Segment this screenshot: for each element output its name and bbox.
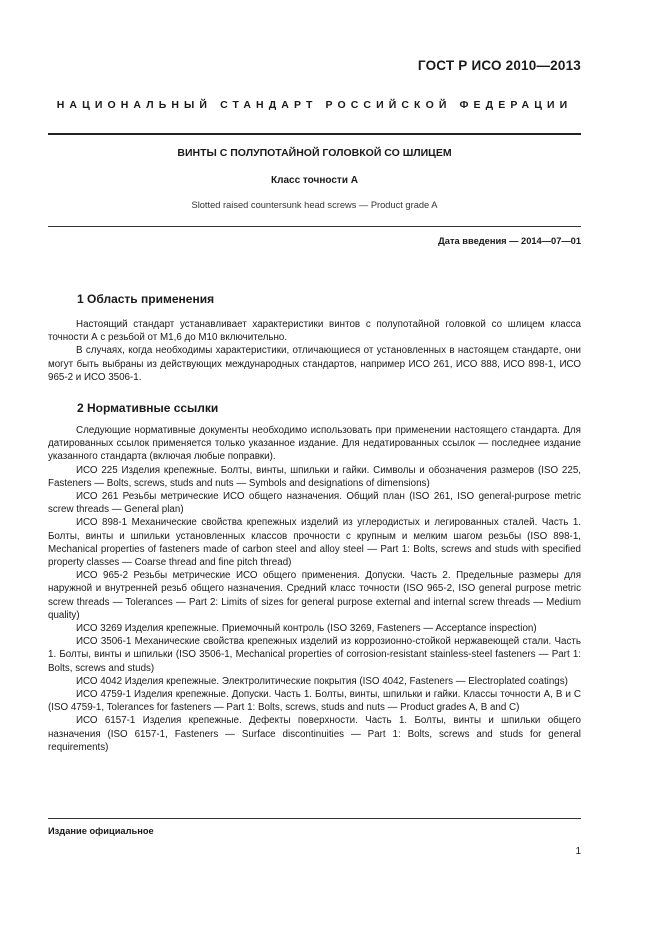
standard-code: ГОСТ Р ИСО 2010—2013	[417, 58, 581, 73]
header-rule	[48, 133, 581, 135]
section-body-scope	[48, 318, 581, 384]
reference-item: ИСО 3269 Изделия крепежные. Приемочный контроль (ISO 3269, Fasteners — Acceptance inspection)	[76, 623, 537, 635]
national-standard-banner: НАЦИОНАЛЬНЫЙ СТАНДАРТ РОССИЙСКОЙ ФЕДЕРАЦИИ	[56, 99, 573, 111]
page-number: 1	[575, 846, 581, 857]
section-heading-scope: 1 Область применения	[77, 292, 215, 306]
reference-item: ИСО 6157-1 Изделия крепежные. Дефекты поверхности. Часть 1. Болты, винты и шпильки общего назначения (ISO 6157-1, Fasteners — Surface discontinuities — Part 1: Bolts, screws and studs for general requirements)	[48, 715, 581, 753]
paragraph: В случаях, когда необходимы характеристики, отличающиеся от установленных в настоящем стандарте, они могут быть выбраны из действующих международных стандартов, например ИСО 261, ИСО 888, ИСО 898-1, ИСО 965-2 и ИСО 3506-1.	[48, 345, 581, 383]
section-body-references	[48, 424, 581, 754]
paragraph: Следующие нормативные документы необходимо использовать при применении настоящего стандарта. Для датированных ссылок применяется только указанное издание. Для недатированных ссылок — последнее издание указанного стандарта (включая любые поправки).	[48, 425, 581, 463]
footer-rule	[48, 818, 581, 819]
reference-item: ИСО 261 Резьбы метрические ИСО общего назначения. Общий план (ISO 261, ISO general-purpose metric screw threads — General plan)	[48, 491, 581, 516]
reference-item: ИСО 4042 Изделия крепежные. Электролитические покрытия (ISO 4042, Fasteners — Electroplated coatings)	[76, 675, 568, 687]
introduction-date: Дата введения — 2014—07—01	[438, 236, 581, 246]
reference-item: ИСО 3506-1 Механические свойства крепежных изделий из коррозионно-стойкой нержавеющей стали. Часть 1. Болты, винты и шпильки (ISO 3506-1, Mechanical properties of corrosion-resistant stainless-steel fasteners — Part 1: Bolts, screws and studs)	[48, 636, 581, 674]
document-title: ВИНТЫ С ПОЛУПОТАЙНОЙ ГОЛОВКОЙ СО ШЛИЦЕМ	[177, 147, 452, 159]
reference-item: ИСО 965-2 Резьбы метрические ИСО общего применения. Допуски. Часть 2. Предельные размеры для наружной и внутренней резьб общего назначения. Средний класс точности (ISO 965-2, ISO general purpose metric screw threads — Tolerances — Part 2: Limits of sizes for general purpose external and internal screw threads — Medium quality)	[48, 570, 581, 621]
title-rule	[48, 226, 581, 227]
section-heading-references: 2 Нормативные ссылки	[77, 401, 219, 415]
document-subtitle: Класс точности А	[271, 175, 358, 186]
paragraph: Настоящий стандарт устанавливает характеристики винтов с полупотайной головкой со шлицем класса точности А с резьбой от М1,6 до М10 включительно.	[48, 319, 581, 344]
official-edition-label: Издание официальное	[48, 826, 154, 836]
reference-item: ИСО 4759-1 Изделия крепежные. Допуски. Часть 1. Болты, винты, шпильки и гайки. Классы точности А, В и С (ISO 4759-1, Tolerances for fasteners — Part 1: Bolts, screws, studs and nuts — Product grades A, B and C)	[48, 689, 581, 714]
english-title: Slotted raised countersunk head screws — Product grade A	[191, 200, 438, 210]
reference-item: ИСО 225 Изделия крепежные. Болты, винты, шпильки и гайки. Символы и обозначения размеров (ISO 225, Fasteners — Bolts, screws, studs and nuts — Symbols and designations of dimensions)	[48, 464, 581, 489]
reference-item: ИСО 898-1 Механические свойства крепежных изделий из углеродистых и легированных сталей. Часть 1. Болты, винты и шпильки установленных классов прочности с крупным и мелким шагом резьбы (ISO 898-1, Mechanical properties of fasteners made of carbon steel and alloy steel — Part 1: Bolts, screws and studs with specified property classes — Coarse thread and fine pitch thread)	[48, 517, 581, 569]
